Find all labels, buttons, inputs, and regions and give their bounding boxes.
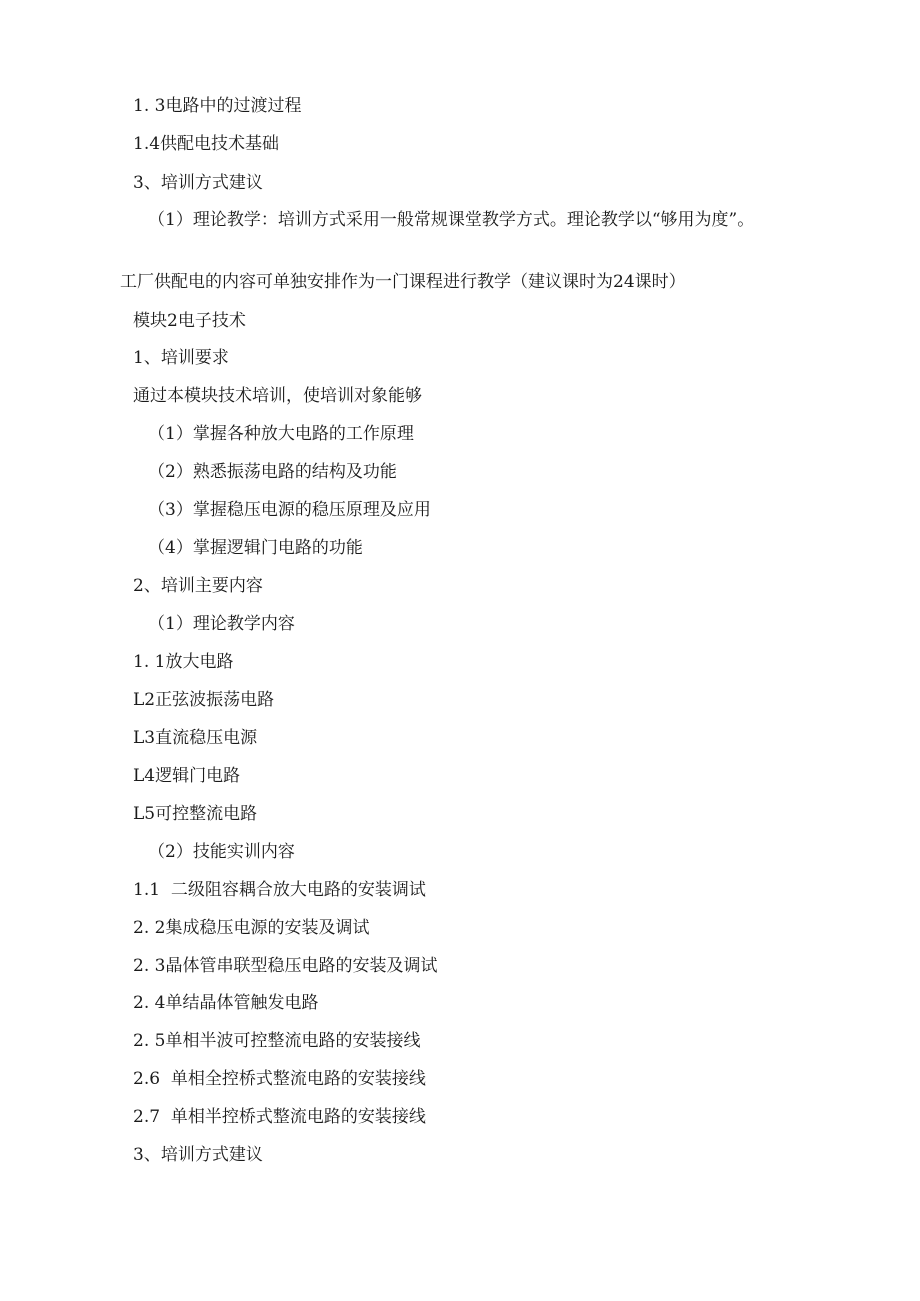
list-item: 1. 1放大电路 <box>133 652 234 672</box>
list-item: （2）熟悉振荡电路的结构及功能 <box>148 462 397 482</box>
text-line: 1. 3电路中的过渡过程 <box>133 96 302 116</box>
text-line: 通过本模块技术培训，使培训对象能够 <box>133 386 422 406</box>
list-item: 2. 2集成稳压电源的安装及调试 <box>133 918 370 938</box>
text-line: 工厂供配电的内容可单独安排作为一门课程进行教学（建议课时为24课时） <box>120 272 686 292</box>
text-line: 1.4供配电技术基础 <box>133 134 280 154</box>
list-item: （1）掌握各种放大电路的工作原理 <box>148 424 414 444</box>
list-item: L5可控整流电路 <box>133 804 258 824</box>
list-item: 2. 3晶体管串联型稳压电路的安装及调试 <box>133 956 438 976</box>
section-heading: 2、培训主要内容 <box>133 576 263 596</box>
list-item: 2.6 单相全控桥式整流电路的安装接线 <box>133 1069 426 1089</box>
section-heading: 1、培训要求 <box>133 348 229 368</box>
subsection-heading: （2）技能实训内容 <box>148 842 295 862</box>
list-item: （4）掌握逻辑门电路的功能 <box>148 538 363 558</box>
list-item: 2. 5单相半波可控整流电路的安装接线 <box>133 1031 421 1051</box>
list-item: 2. 4单结晶体管触发电路 <box>133 993 319 1013</box>
list-item: L3直流稳压电源 <box>133 728 258 748</box>
list-item: 2.7 单相半控桥式整流电路的安装接线 <box>133 1107 426 1127</box>
subsection-heading: （1）理论教学内容 <box>148 614 295 634</box>
module-heading: 模块2电子技术 <box>133 311 246 331</box>
list-item: 1.1 二级阻容耦合放大电路的安装调试 <box>133 880 426 900</box>
section-heading: 3、培训方式建议 <box>133 1145 263 1165</box>
list-item: （3）掌握稳压电源的稳压原理及应用 <box>148 500 431 520</box>
paragraph: （1）理论教学：培训方式采用一般常规课堂教学方式。理论教学以“够用为度”。 <box>148 210 755 230</box>
section-heading: 3、培训方式建议 <box>133 173 263 193</box>
list-item: L4逻辑门电路 <box>133 766 241 786</box>
list-item: L2正弦波振荡电路 <box>133 690 275 710</box>
